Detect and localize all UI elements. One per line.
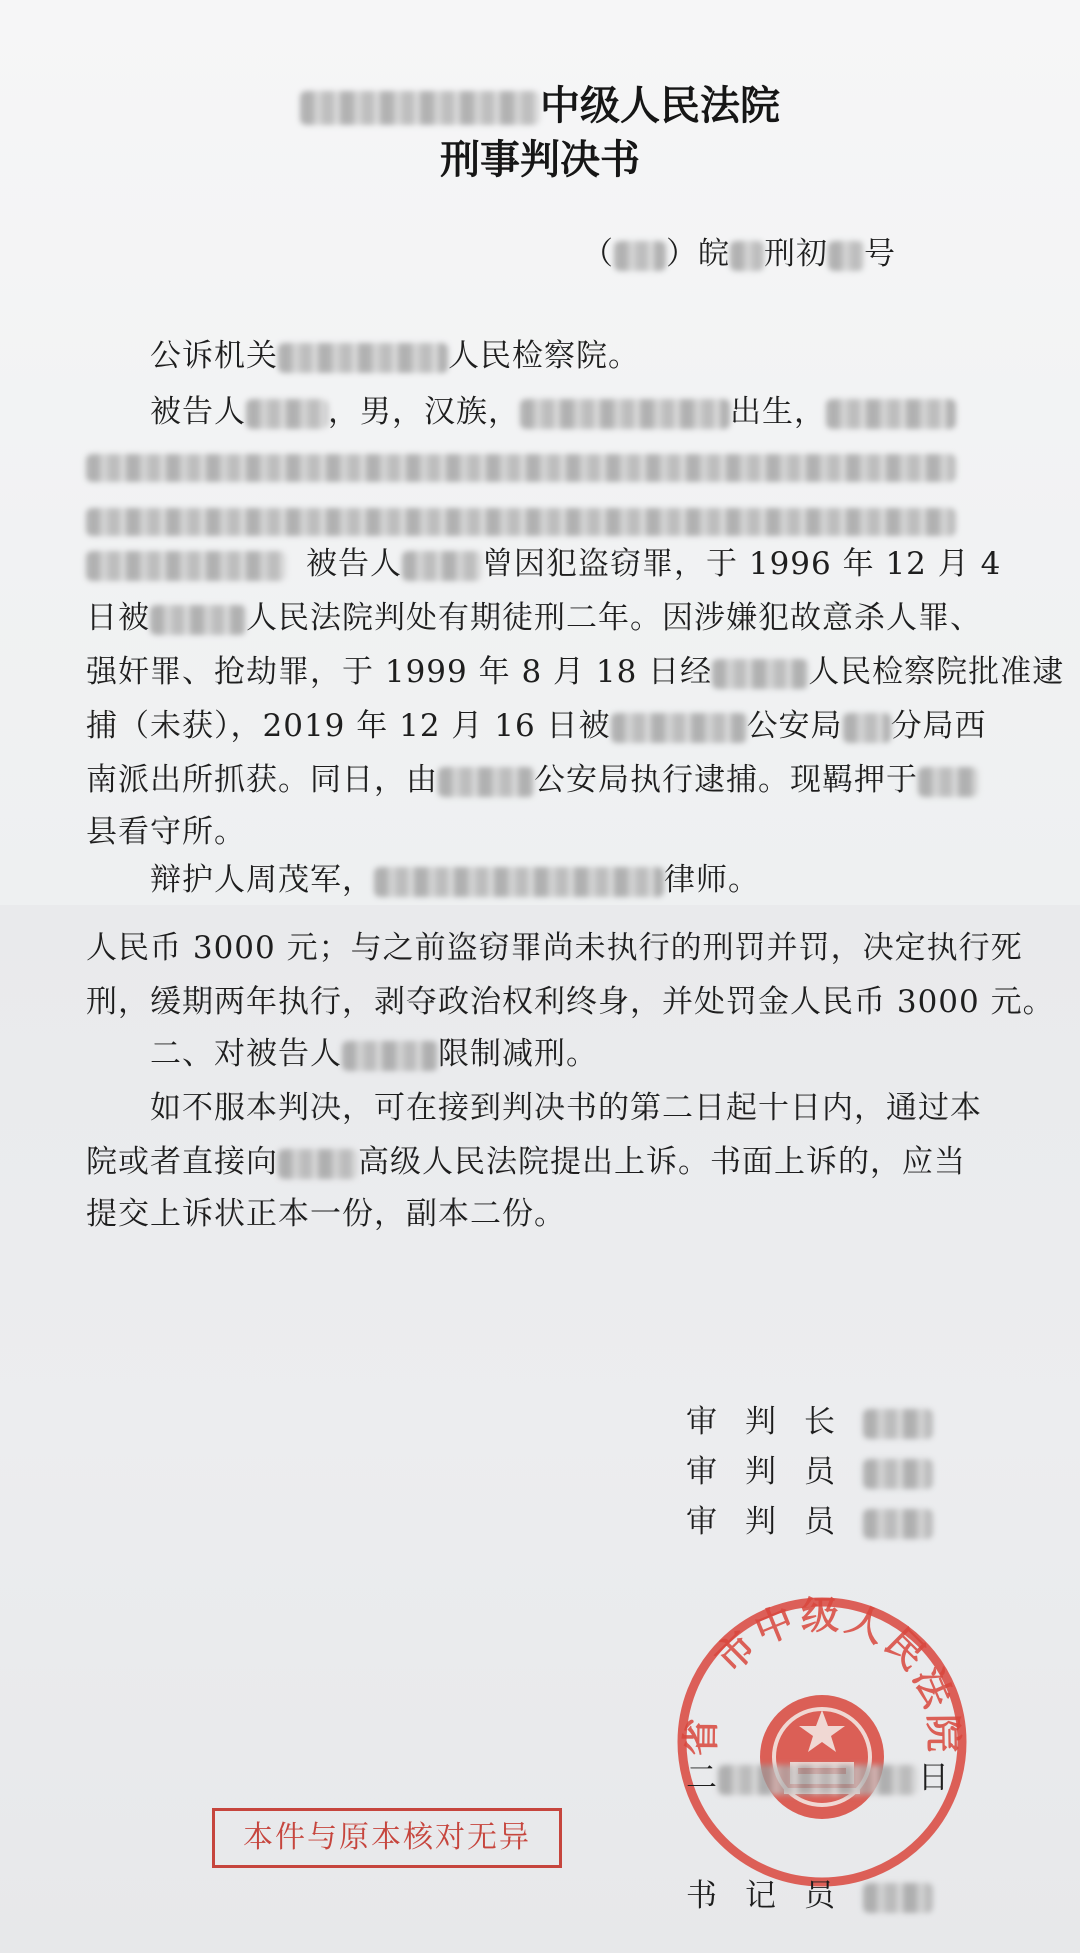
history-line-1: 被告人 曾因犯盗窃罪，于 1996 年 12 月 4	[86, 544, 1001, 584]
court-suffix: 中级人民法院	[540, 83, 780, 129]
appeal-line-3: 提交上诉状正本一份，副本二份。	[86, 1196, 566, 1232]
appeal-line-2: 院或者直接向 高级人民法院提出上诉。书面上诉的，应当	[86, 1144, 966, 1180]
chief-judge-line: 审判长	[686, 1396, 933, 1441]
history-line-6: 县看守所。	[86, 814, 246, 850]
seal-text: 省 市中级人民法院	[678, 1593, 966, 1757]
case-number: （ ）皖 刑初 号	[582, 236, 896, 272]
verdict-item-2: 二、对被告人 限制减刑。	[150, 1036, 598, 1072]
redacted-defendant-details	[86, 454, 956, 482]
history-line-3: 强奸罪、抢劫罪，于 1999 年 8 月 18 日经 人民检察院批准逮	[86, 654, 1065, 690]
redacted-court-name	[300, 91, 540, 125]
appeal-line-1: 如不服本判决，可在接到判决书的第二日起十日内，通过本	[150, 1090, 982, 1126]
document-type-title: 刑事判决书	[440, 137, 640, 183]
judgment-date: 二 日	[686, 1760, 950, 1796]
court-seal	[672, 1592, 972, 1892]
verdict-line-1: 人民币 3000 元；与之前盗窃罪尚未执行的刑罚并罚，决定执行死	[86, 930, 1023, 966]
prosecutor-line: 公诉机关 人民检察院。	[150, 338, 640, 374]
history-line-5: 南派出所抓获。同日，由 公安局执行逮捕。现羁押于	[86, 760, 978, 800]
judge-line-1: 审判员	[686, 1446, 933, 1491]
national-emblem	[760, 1695, 884, 1819]
judge-line-2: 审判员	[686, 1496, 933, 1541]
certified-copy-stamp: 本件与原本核对无异	[212, 1808, 562, 1868]
court-title	[0, 74, 1080, 131]
redacted-defendant-details	[86, 508, 956, 536]
verdict-line-2: 刑，缓期两年执行，剥夺政治权利终身，并处罚金人民币 3000 元。	[86, 984, 1055, 1020]
history-line-2: 日被 人民法院判处有期徒刑二年。因涉嫌犯故意杀人罪、	[86, 600, 982, 636]
defender-line: 辩护人周茂军， 律师。	[150, 862, 760, 898]
clerk-line: 书记员	[686, 1870, 933, 1915]
defendant-line: 被告人 ，男，汉族， 出生，	[150, 392, 956, 432]
history-line-4: 捕（未获），2019 年 12 月 16 日被 公安局 分局西	[86, 708, 987, 744]
